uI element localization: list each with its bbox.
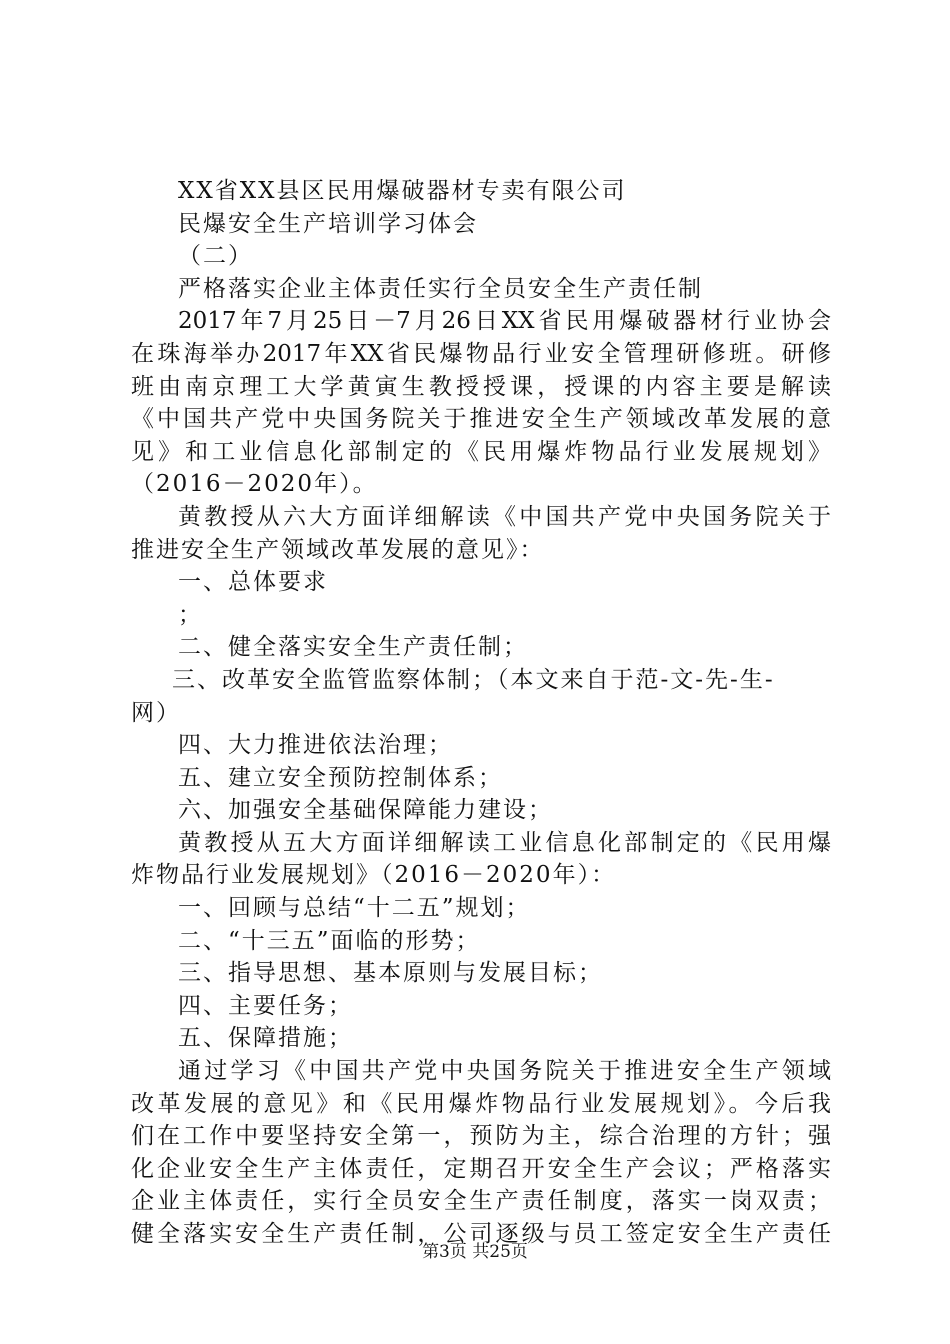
- paragraph-line: 《中国共产党中央国务院关于推进安全生产领域改革发展的意: [131, 406, 831, 433]
- paragraph-line: 们在工作中要坚持安全第一，预防为主，综合治理的方针；强: [131, 1123, 831, 1150]
- list-item: 一、总体要求: [178, 569, 328, 596]
- list-item: 二、“十三五”面临的形势；: [178, 927, 481, 954]
- list-item: 五、建立安全预防控制体系；: [178, 764, 503, 791]
- paragraph-line: 2017年7月25日－7月26日XX省民用爆破器材行业协会: [178, 308, 831, 335]
- paragraph-line: 黄教授从五大方面详细解读工业信息化部制定的《民用爆: [178, 829, 831, 856]
- paragraph-line: 在珠海举办2017年XX省民爆物品行业安全管理研修班。研修: [131, 340, 831, 367]
- list-item: 六、加强安全基础保障能力建设；: [178, 797, 553, 824]
- paragraph-line: 企业主体责任，实行全员安全生产责任制度，落实一岗双责；: [131, 1188, 831, 1215]
- list-item: 五、保障措施；: [178, 1025, 353, 1052]
- list-item-continuation: 网）: [131, 699, 181, 726]
- list-item: 一、回顾与总结“十二五”规划；: [178, 895, 531, 922]
- document-title-line: 民爆安全生产培训学习体会: [178, 210, 478, 237]
- paragraph-line: 通过学习《中国共产党中央国务院关于推进安全生产领域: [178, 1058, 831, 1085]
- paragraph-line: 见》和工业信息化部制定的《民用爆炸物品行业发展规划》: [131, 438, 831, 465]
- paragraph-line: 班由南京理工大学黄寅生教授授课，授课的内容主要是解读: [131, 373, 831, 400]
- paragraph-line: （2016－2020年）。: [131, 471, 378, 498]
- company-name-line: XX省XX县区民用爆破器材专卖有限公司: [178, 178, 627, 204]
- list-item: 二、健全落实安全生产责任制；: [178, 634, 528, 661]
- section-number-line: （二）: [178, 243, 253, 270]
- list-item: ；: [178, 601, 203, 628]
- paragraph-line: 黄教授从六大方面详细解读《中国共产党中央国务院关于: [178, 503, 831, 530]
- paragraph-line: 改革发展的意见》和《民用爆炸物品行业发展规划》。今后我: [131, 1090, 831, 1117]
- list-item: 三、指导思想、基本原则与发展目标；: [178, 960, 603, 987]
- paragraph-line: 炸物品行业发展规划》（2016－2020年）：: [131, 862, 617, 889]
- paragraph-line: 推进安全生产领域改革发展的意见》：: [131, 536, 545, 563]
- list-item: 四、大力推进依法治理；: [178, 732, 453, 759]
- page-number-footer: 第3页 共25页: [422, 1242, 528, 1262]
- document-body: [131, 175, 831, 1251]
- list-item: 四、主要任务；: [178, 992, 353, 1019]
- paragraph-line: 健全落实安全生产责任制，公司逐级与员工签定安全生产责任: [131, 1221, 831, 1247]
- list-item: 三、改革安全监管监察体制；（本文来自于范-文-先-生-: [172, 666, 775, 693]
- paragraph-line: 化企业安全生产主体责任，定期召开安全生产会议；严格落实: [131, 1155, 831, 1182]
- section-heading-line: 严格落实企业主体责任实行全员安全生产责任制: [178, 275, 703, 302]
